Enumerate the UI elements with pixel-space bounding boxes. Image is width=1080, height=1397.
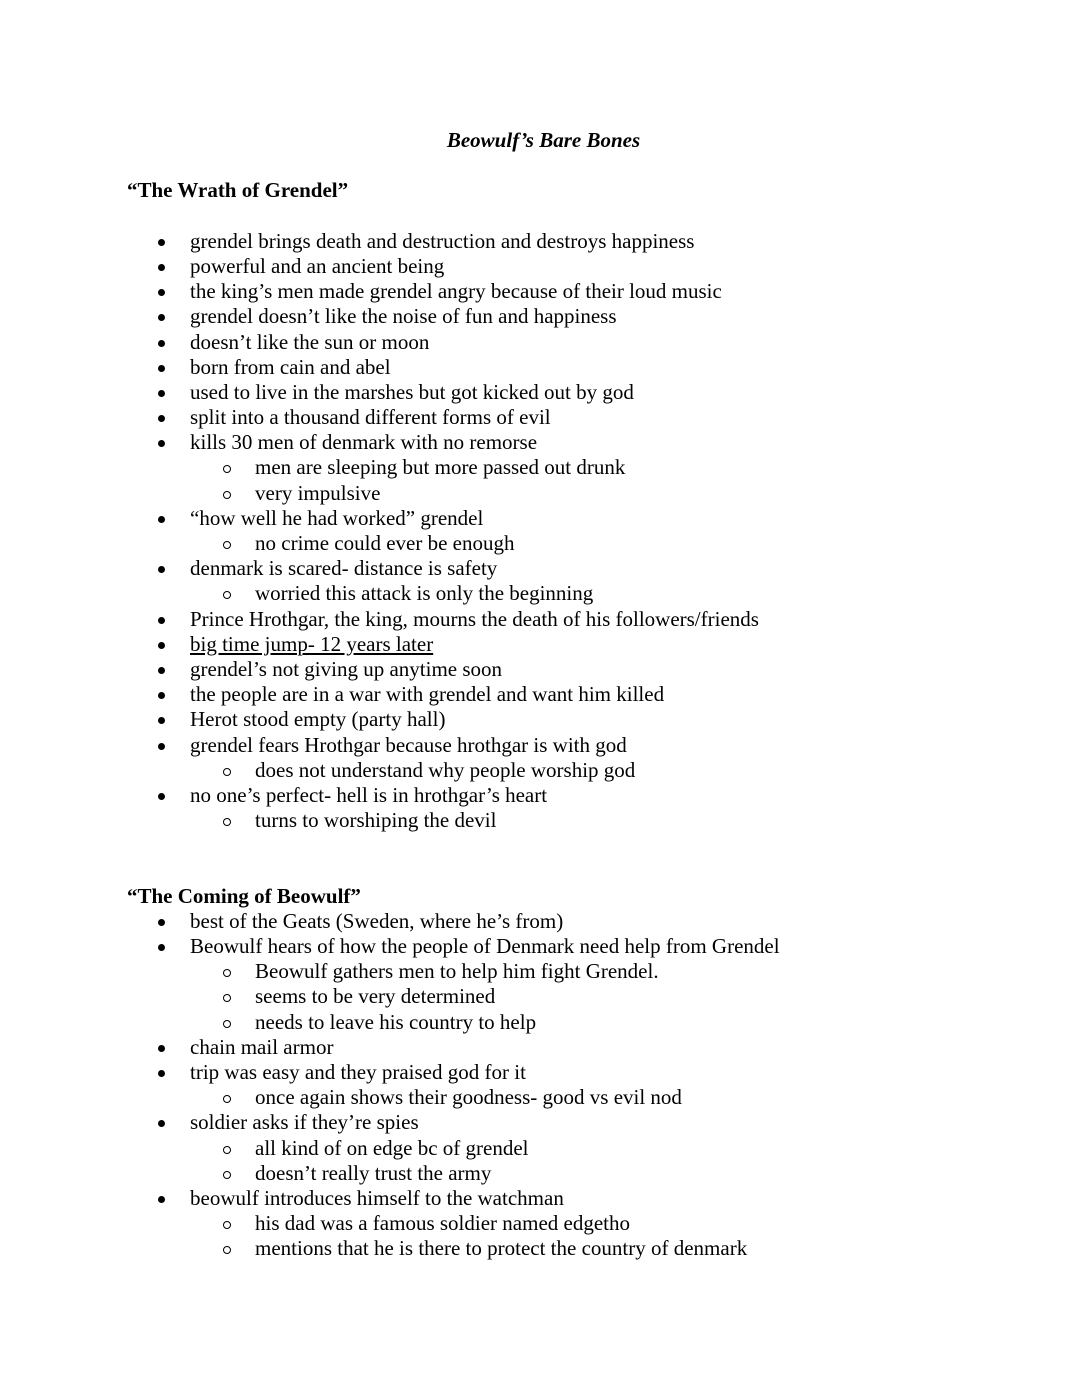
disc-bullet-icon [158,944,165,951]
bullet-item-text: needs to leave his country to help [255,1009,537,1034]
sub-bullet-item [127,581,960,606]
bullet-item-text: split into a thousand different forms of evil [190,405,551,430]
sub-bullet-item [127,455,960,480]
bullet-item [127,632,960,657]
sub-bullet-item [127,959,960,984]
bullet-item-text: all kind of on edge bc of grendel [255,1135,529,1160]
bullet-item [127,1186,960,1211]
disc-bullet-icon [158,692,165,699]
disc-bullet-icon [158,340,165,347]
bullet-item-text: Beowulf gathers men to help him fight Grendel. [255,959,659,984]
bullet-item-text: men are sleeping but more passed out drunk [255,455,626,480]
bullet-item-text: no one’s perfect- hell is in hrothgar’s heart [190,782,548,807]
blank-line [127,204,960,229]
section-list-wrath-of-grendel [127,229,960,834]
disc-bullet-icon [158,440,165,447]
disc-bullet-icon [158,1196,165,1203]
sub-bullet-item [127,984,960,1009]
bullet-item [127,1060,960,1085]
blank-line [127,153,960,178]
sub-bullet-item [127,1085,960,1110]
bullet-item [127,682,960,707]
bullet-item [127,506,960,531]
sub-bullet-item [127,1136,960,1161]
bullet-item [127,1035,960,1060]
bullet-item-text: does not understand why people worship god [255,757,636,782]
bullet-item-text: Herot stood empty (party hall) [190,707,446,732]
bullet-item [127,380,960,405]
disc-bullet-icon [158,919,165,926]
bullet-item-text: Beowulf hears of how the people of Denmark need help from Grendel [190,934,780,958]
sub-bullet-item [127,531,960,556]
disc-bullet-icon [158,239,165,246]
section-heading-coming-of-beowulf: “The Coming of Beowulf” [127,883,361,908]
section-list-coming-of-beowulf [127,909,960,1262]
disc-bullet-icon [158,743,165,750]
bullet-item [127,783,960,808]
bullet-item [127,355,960,380]
bullet-item-text: born from cain and abel [190,354,391,379]
bullet-item-text: best of the Geats (Sweden, where he’s from) [190,908,564,933]
bullet-item [127,279,960,304]
bullet-item-text: powerful and an ancient being [190,253,445,278]
bullet-item [127,733,960,758]
bullet-item-text: doesn’t really trust the army [255,1160,492,1185]
bullet-item [127,657,960,682]
bullet-item [127,707,960,732]
sub-bullet-item [127,808,960,833]
disc-bullet-icon [158,516,165,523]
disc-bullet-icon [158,289,165,296]
disc-bullet-icon [158,642,165,649]
bullet-item-text: “how well he had worked” grendel [190,505,484,530]
circle-bullet-icon [223,969,231,977]
disc-bullet-icon [158,264,165,271]
bullet-item-text: big time jump- 12 years later [190,631,434,656]
circle-bullet-icon [223,1246,231,1254]
sub-bullet-item [127,758,960,783]
bullet-item-text: worried this attack is only the beginning [255,581,594,606]
bullet-item-text: once again shows their goodness- good vs evil nod [255,1085,682,1110]
bullet-item [127,934,960,959]
blank-line [127,833,960,858]
bullet-item [127,254,960,279]
sub-bullet-item [127,1010,960,1035]
bullet-item-text: doesn’t like the sun or moon [190,329,430,354]
disc-bullet-icon [158,365,165,372]
circle-bullet-icon [223,1020,231,1028]
bullet-item-text: his dad was a famous soldier named edgetho [255,1211,630,1236]
bullet-item-text: grendel brings death and destruction and destroys happiness [190,228,695,253]
disc-bullet-icon [158,390,165,397]
disc-bullet-icon [158,566,165,573]
bullet-item-text: Prince Hrothgar, the king, mourns the death of his followers/friends [190,606,759,631]
sub-bullet-item [127,1161,960,1186]
disc-bullet-icon [158,1070,165,1077]
bullet-item-text: very impulsive [255,480,381,505]
bullet-item-text: grendel doesn’t like the noise of fun and happiness [190,304,617,329]
bullet-item [127,430,960,455]
circle-bullet-icon [223,491,231,499]
circle-bullet-icon [223,818,231,826]
disc-bullet-icon [158,667,165,674]
disc-bullet-icon [158,314,165,321]
bullet-item-text: chain mail armor [190,1034,334,1059]
blank-line [127,858,960,883]
bullet-item-text: the people are in a war with grendel and want him killed [190,682,665,707]
bullet-item [127,909,960,934]
bullet-item [127,229,960,254]
bullet-item-text: seems to be very determined [255,984,496,1009]
bullet-item-text: kills 30 men of denmark with no remorse [190,430,538,455]
disc-bullet-icon [158,793,165,800]
bullet-item-text: the king’s men made grendel angry because of their loud music [190,279,722,304]
sub-bullet-item [127,1236,960,1261]
sub-bullet-item [127,481,960,506]
circle-bullet-icon [223,1171,231,1179]
document-title: Beowulf’s Bare Bones [446,128,641,152]
bullet-item-text: used to live in the marshes but got kicked out by god [190,379,634,404]
circle-bullet-icon [223,591,231,599]
disc-bullet-icon [158,717,165,724]
bullet-item-text: grendel fears Hrothgar because hrothgar is with god [190,732,627,757]
bullet-item-text: no crime could ever be enough [255,531,515,555]
sub-bullet-item [127,1211,960,1236]
circle-bullet-icon [223,465,231,473]
circle-bullet-icon [223,1146,231,1154]
section-heading-wrath-of-grendel: “The Wrath of Grendel” [127,178,349,203]
bullet-item-text: beowulf introduces himself to the watchman [190,1185,564,1210]
bullet-item-text: mentions that he is there to protect the country of denmark [255,1236,748,1261]
circle-bullet-icon [223,994,231,1002]
circle-bullet-icon [223,768,231,776]
bullet-item-text: soldier asks if they’re spies [190,1110,419,1135]
bullet-item-text: denmark is scared- distance is safety [190,556,498,581]
bullet-item [127,405,960,430]
bullet-item-text: trip was easy and they praised god for it [190,1059,526,1084]
bullet-item [127,304,960,329]
circle-bullet-icon [223,1221,231,1229]
bullet-item [127,1110,960,1135]
bullet-item-text: grendel’s not giving up anytime soon [190,656,503,681]
bullet-item [127,556,960,581]
circle-bullet-icon [223,1095,231,1103]
bullet-item [127,330,960,355]
disc-bullet-icon [158,1045,165,1052]
bullet-item-text: turns to worshiping the devil [255,808,497,833]
disc-bullet-icon [158,415,165,422]
disc-bullet-icon [158,1120,165,1127]
disc-bullet-icon [158,617,165,624]
bullet-item [127,607,960,632]
circle-bullet-icon [223,541,231,549]
